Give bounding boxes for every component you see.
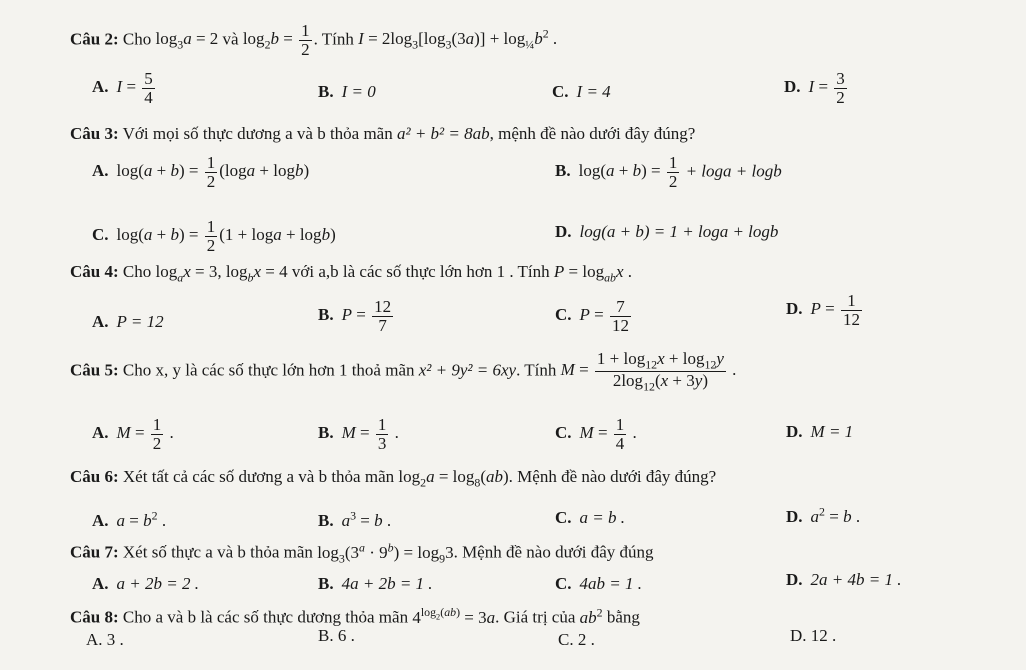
q2-text-a: Cho bbox=[122, 29, 152, 49]
question-3 bbox=[70, 124, 695, 144]
q5-option-b[interactable]: B. M = $\frac{1}{3}$ . bbox=[318, 415, 399, 453]
q2-cond-1: $\log_3a = 2$ bbox=[155, 29, 219, 52]
q5-option-a[interactable]: A. M = $\frac{1}{2}$ . bbox=[92, 415, 174, 453]
q5-condition: x² + 9y² = 6xy bbox=[418, 360, 517, 380]
q4-text: Cho bbox=[122, 262, 152, 281]
q5-option-c[interactable]: C. M = $\frac{1}{4}$ . bbox=[555, 415, 637, 453]
q7-option-b[interactable]: B. 4a + 2b = 1 . bbox=[318, 574, 433, 593]
q8-label: Câu 8: bbox=[70, 607, 119, 627]
q4-option-d[interactable]: D. P = $\frac{1}{12}$ bbox=[786, 291, 861, 329]
q8-condition: $4^{log_2(ab)} = 3a$ bbox=[412, 605, 496, 627]
q6-option-a[interactable]: A. $a = b^2$ . bbox=[92, 508, 167, 530]
q5-text: Cho x, y là các số thực lớn hơn 1 thoả mãn bbox=[122, 360, 415, 380]
q2-option-d[interactable]: D. I = $\frac{3}{2}$ bbox=[784, 69, 845, 107]
q7-option-c[interactable]: C. 4ab = 1 . bbox=[555, 574, 643, 593]
q4-option-a[interactable]: A. P = 12 bbox=[92, 312, 164, 331]
question-7 bbox=[70, 540, 654, 566]
q3-label: Câu 3: bbox=[70, 124, 119, 143]
q6-label: Câu 6: bbox=[70, 467, 119, 486]
q2-text-b: và bbox=[222, 29, 239, 49]
q2-label: Câu 2: bbox=[70, 29, 119, 49]
q7-label: Câu 7: bbox=[70, 542, 119, 562]
question-5 bbox=[70, 350, 736, 393]
q3-option-a[interactable]: A. log(a + b) = $\frac{1}{2}$ (loga + logb) bbox=[92, 153, 310, 191]
q3-text-2: , mệnh đề nào dưới đây đúng? bbox=[489, 124, 696, 143]
q2-option-c[interactable]: C. I = 4 bbox=[552, 82, 611, 101]
q3-text: Với mọi số thực dương a và b thỏa mãn bbox=[122, 124, 393, 143]
q3-condition: a² + b² = 8ab bbox=[396, 124, 490, 143]
q4-option-c[interactable]: C. P = $\frac{7}{12}$ bbox=[555, 297, 630, 335]
q8-text-3: bằng bbox=[606, 607, 640, 627]
q5-option-d[interactable]: D. M = 1 bbox=[786, 422, 854, 441]
q6-condition: $\log_2a = \log_8(ab)$ bbox=[398, 467, 509, 490]
question-6 bbox=[70, 467, 716, 490]
q2-option-a[interactable]: A. I = $\frac{5}{4}$ bbox=[92, 69, 153, 107]
q5-label: Câu 5: bbox=[70, 360, 119, 380]
q8-option-b[interactable]: B. 6 . bbox=[318, 626, 355, 645]
q4-expression: $P = \log_{ab}x$ . bbox=[553, 262, 633, 285]
q2-cond-2: $\log_2b$ = $\frac{1}{2}$ bbox=[242, 21, 310, 59]
q4-label: Câu 4: bbox=[70, 262, 119, 281]
q8-option-a[interactable]: A. 3 . bbox=[86, 630, 124, 649]
q7-text-2: . Mệnh đề nào dưới đây đúng bbox=[453, 542, 654, 562]
q8-text-2: . Giá trị của bbox=[495, 607, 576, 627]
question-2 bbox=[70, 22, 557, 59]
q7-option-a[interactable]: A. a + 2b = 2 . bbox=[92, 574, 199, 593]
q2-text-c: . Tính bbox=[313, 29, 354, 49]
q6-option-d[interactable]: D. $a^2 = b$ . bbox=[786, 504, 861, 526]
q2-expression: $I = 2\log_3[\log_3(3a)] + \log_{\frac{1}{4}}b^2$ . bbox=[358, 26, 558, 52]
question-8 bbox=[70, 605, 640, 628]
q7-text: Xét số thực a và b thỏa mãn bbox=[122, 542, 313, 562]
q8-target: $ab^2$ bbox=[579, 605, 603, 627]
q3-option-c[interactable]: C. log(a + b) = $\frac{1}{2}$ (1 + loga + logb) bbox=[92, 217, 336, 255]
q6-option-b[interactable]: B. $a^3 = b$ . bbox=[318, 508, 392, 530]
q8-text: Cho a và b là các số thực dương thỏa mãn bbox=[122, 607, 409, 627]
q5-text-2: . Tính bbox=[516, 360, 557, 380]
q4-option-b[interactable]: B. P = $\frac{12}{7}$ bbox=[318, 297, 392, 335]
q4-text-2: với a,b là các số thực lớn hơn 1 . Tính bbox=[291, 262, 550, 281]
q2-option-b[interactable]: B. I = 0 bbox=[318, 82, 376, 101]
q3-option-d[interactable]: D. log(a + b) = 1 + loga + logb bbox=[555, 222, 779, 241]
q8-option-d[interactable]: D. 12 . bbox=[790, 626, 837, 645]
q4-conditions: $\log_ax = 3$, $\log_bx = 4$ bbox=[155, 262, 288, 285]
q7-option-d[interactable]: D. 2a + 4b = 1 . bbox=[786, 570, 902, 589]
q6-option-c[interactable]: C. a = b . bbox=[555, 508, 626, 527]
q6-text: Xét tất cả các số dương a và b thỏa mãn bbox=[122, 467, 395, 486]
question-4 bbox=[70, 262, 632, 285]
q7-condition: $\log_3(3^a \cdot 9^b) = \log_93$ bbox=[317, 540, 454, 566]
q5-expression: M = $\frac{1 + \log_{12}x + \log_{12}y}{2\log_{12}(x + 3y)}$ . bbox=[560, 349, 737, 394]
q6-text-2: . Mệnh đề nào dưới đây đúng? bbox=[508, 467, 717, 486]
q3-option-b[interactable]: B. log(a + b) = $\frac{1}{2}$ + loga + logb bbox=[555, 153, 782, 191]
q8-option-c[interactable]: C. 2 . bbox=[558, 630, 595, 649]
